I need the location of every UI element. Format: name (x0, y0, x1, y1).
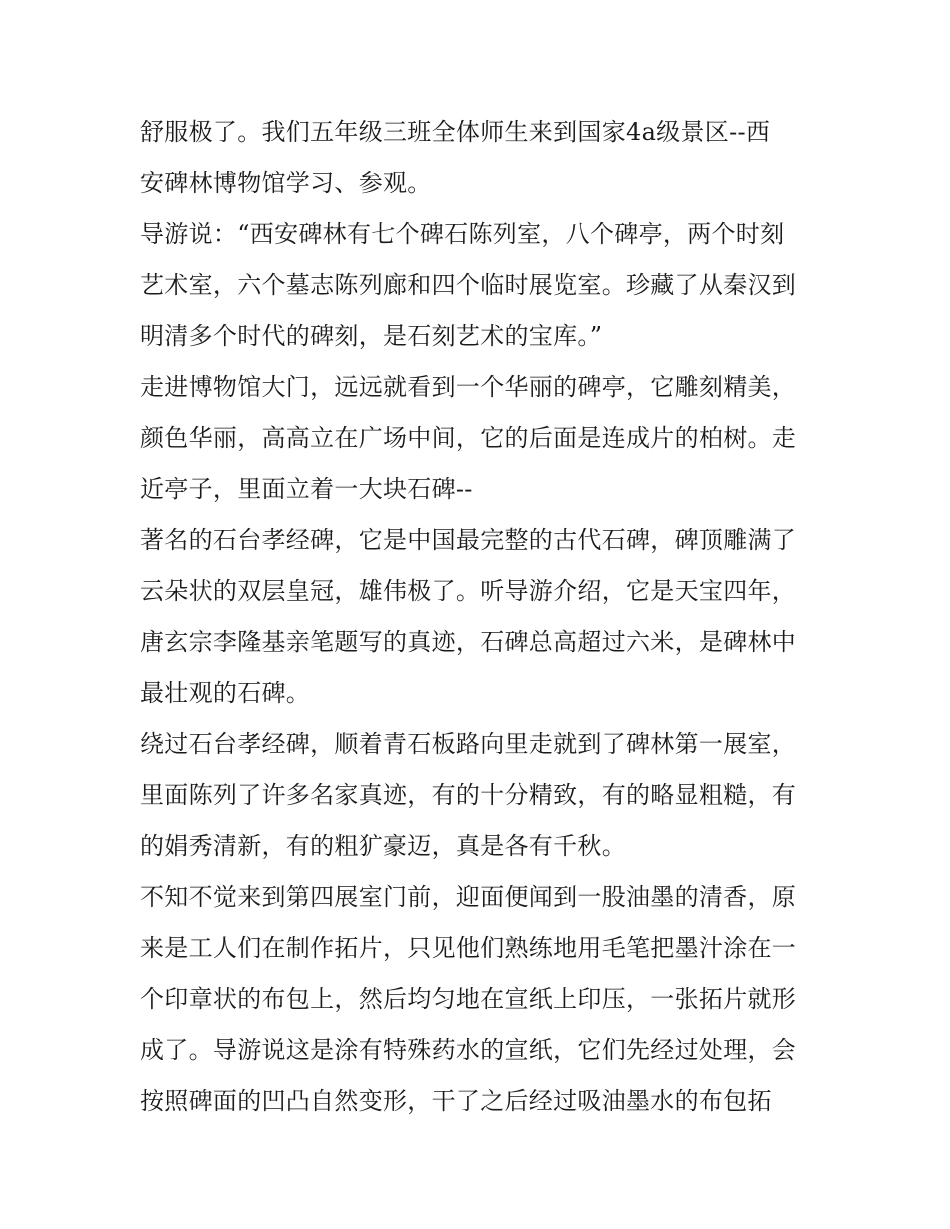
text-line: 颜色华丽，高高立在广场中间，它的后面是连成片的柏树。走 (140, 424, 797, 452)
text-line: 著名的石台孝经碑，它是中国最完整的古代石碑，碑顶雕满了 (140, 526, 797, 554)
text-line: 舒服极了。我们五年级三班全体师生来到国家4a级景区--西 (140, 118, 771, 146)
text-line: 个印章状的布包上，然后均匀地在宣纸上印压，一张拓片就形 (140, 985, 797, 1013)
text-line: 不知不觉来到第四展室门前，迎面便闻到一股油墨的清香，原 (140, 883, 797, 911)
article-body (140, 107, 820, 1127)
text-line: 走进博物馆大门，远远就看到一个华丽的碑亭，它雕刻精美， (140, 373, 797, 401)
text-line: 云朵状的双层皇冠，雄伟极了。听导游介绍，它是天宝四年， (140, 577, 797, 605)
text-line: 唐玄宗李隆基亲笔题写的真迹，石碑总高超过六米，是碑林中 (140, 628, 797, 656)
text-line: 按照碑面的凹凸自然变形，干了之后经过吸油墨水的布包拓 (140, 1087, 772, 1115)
text-line: 艺术室，六个墓志陈列廊和四个临时展览室。珍藏了从秦汉到 (140, 271, 797, 299)
text-line: 安碑林博物馆学习、参观。 (140, 169, 432, 197)
text-line: 近亭子，里面立着一大块石碑-- (140, 475, 473, 503)
text-line: 最壮观的石碑。 (140, 679, 311, 707)
text-line: 来是工人们在制作拓片，只见他们熟练地用毛笔把墨汁涂在一 (140, 934, 797, 962)
text-line: 导游说：“西安碑林有七个碑石陈列室，八个碑亭，两个时刻 (140, 220, 785, 248)
text-line: 的娟秀清新，有的粗犷豪迈，真是各有千秋。 (140, 832, 626, 860)
text-line: 成了。导游说这是涂有特殊药水的宣纸，它们先经过处理，会 (140, 1036, 797, 1064)
text-line: 绕过石台孝经碑，顺着青石板路向里走就到了碑林第一展室， (140, 730, 797, 758)
text-line: 里面陈列了许多名家真迹，有的十分精致，有的略显粗糙，有 (140, 781, 797, 809)
text-line: 明清多个时代的碑刻，是石刻艺术的宝库。” (140, 322, 603, 350)
